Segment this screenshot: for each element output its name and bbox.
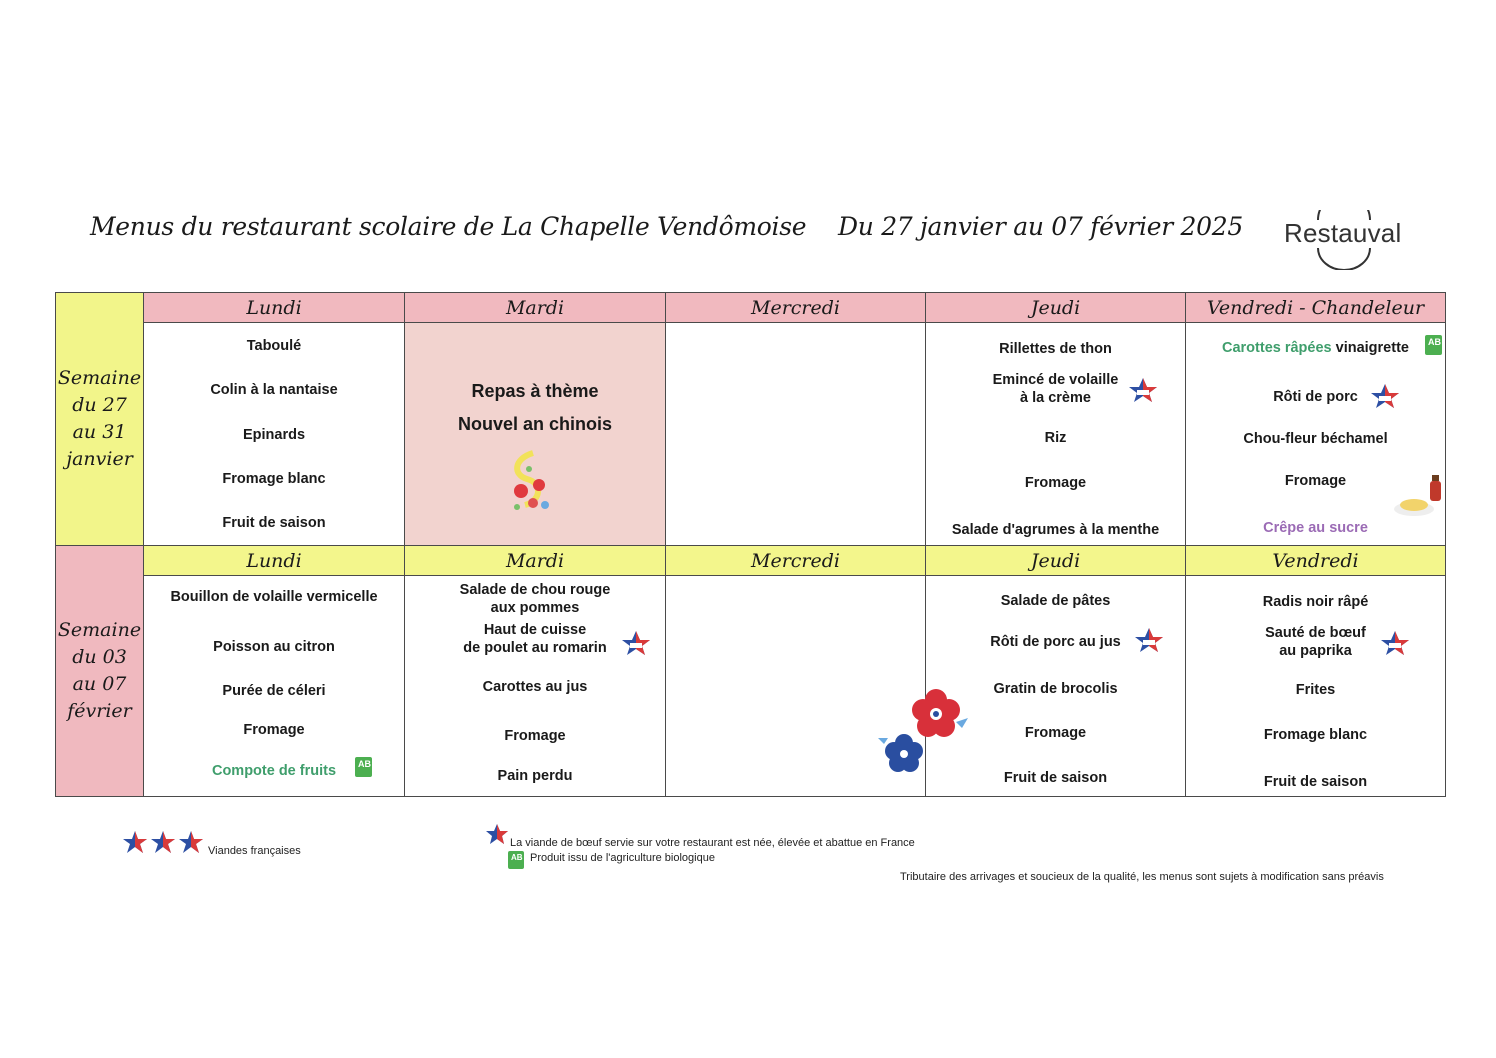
menu-item: Haut de cuisse (483, 622, 587, 638)
bio-badge-icon: AB (1425, 335, 1442, 355)
menu-item: Rôti de porc (1273, 389, 1358, 405)
french-meat-badge-icon (621, 630, 651, 656)
bio-badge-icon: AB (508, 851, 524, 869)
menu-item: Radis noir râpé (1262, 594, 1369, 610)
beef-origin-badge (485, 823, 509, 845)
menu-item: Fromage (1024, 475, 1087, 491)
menu-item: Colin à la nantaise (210, 382, 338, 398)
menu-item: Purée de céleri (222, 683, 326, 699)
menu-item: aux pommes (490, 600, 580, 616)
legend-french-meat: Viandes françaises (208, 845, 301, 857)
week1-day-lundi: Lundi (144, 293, 405, 323)
menu-table (55, 292, 1446, 797)
menu-item: Epinards (242, 427, 306, 443)
legend-beef: La viande de bœuf servie sur votre restaurant est née, élevée et abattue en France (510, 837, 915, 849)
week1-label-line: du 27 (72, 394, 127, 416)
menu-item (1186, 339, 1445, 357)
week2-label (56, 546, 144, 797)
menu-item: Gratin de brocolis (993, 681, 1118, 697)
page-title: Menus du restaurant scolaire de La Chapelle Vendômoise (90, 212, 807, 241)
menu-item: Fromage (504, 728, 566, 744)
menu-item: Rôti de porc au jus (990, 634, 1121, 650)
menu-item: Taboulé (246, 338, 302, 354)
week2-mercredi-menu (666, 576, 926, 797)
week1-vendredi-menu (1186, 323, 1446, 546)
french-meat-badge-icon (485, 823, 509, 845)
bio-badge-icon: AB (355, 757, 372, 777)
menu-item: Salade de chou rouge (459, 582, 611, 598)
week1-jeudi-menu (926, 323, 1186, 546)
crepe-illustration-icon (1392, 467, 1444, 519)
week1-mardi-theme (405, 323, 666, 546)
menu-item: Pain perdu (497, 768, 573, 784)
menu-item: Fruit de saison (222, 515, 326, 531)
french-meat-badge-icon (1370, 383, 1400, 409)
logo-text: Restauval (1284, 218, 1402, 248)
menu-item: Compote de fruits (211, 763, 337, 779)
week2-day-lundi: Lundi (144, 546, 405, 576)
french-meat-badges (122, 830, 206, 856)
menu-item: Fromage (243, 722, 305, 738)
week2-mardi-menu (405, 576, 666, 797)
week2-lundi-menu (144, 576, 405, 797)
week1-mercredi-menu (666, 323, 926, 546)
week2-vendredi-menu (1186, 576, 1446, 797)
menu-item: Fromage blanc (222, 471, 326, 487)
menu-item: Fromage (1024, 725, 1087, 741)
week1-label-line: au 31 (72, 421, 127, 443)
french-meat-badge-icon (1134, 627, 1164, 653)
french-meat-badge-icon (1380, 630, 1410, 656)
french-meat-badge-icon (122, 830, 206, 856)
french-meat-badge-icon (1128, 377, 1158, 403)
menu-item: Salade d'agrumes à la menthe (951, 522, 1160, 538)
menu-item: Crêpe au sucre (1263, 520, 1368, 536)
menu-item: Emincé de volaille (992, 372, 1119, 388)
week1-label (56, 293, 144, 546)
week2-label-line: au 07 (72, 673, 127, 695)
menu-item: Salade de pâtes (1000, 593, 1111, 609)
week1-label-line: Semaine (57, 367, 142, 389)
menu-item: Fruit de saison (1003, 770, 1108, 786)
bio-item-text: Carottes râpées (1222, 340, 1332, 356)
menu-item: Chou-fleur béchamel (1243, 431, 1388, 447)
flower-decoration-icon (503, 445, 559, 531)
menu-item: à la crème (1020, 390, 1091, 406)
menu-item: Fromage blanc (1263, 727, 1368, 743)
menu-item: Rillettes de thon (999, 341, 1112, 357)
week2-label-line: du 03 (72, 646, 127, 668)
menu-item: Carottes au jus (482, 679, 588, 695)
week2-label-line: février (67, 700, 132, 722)
week2-day-vendredi: Vendredi (1186, 546, 1446, 576)
week1-lundi-menu (144, 323, 405, 546)
legend-bio: Produit issu de l'agriculture biologique (530, 852, 715, 864)
week2-day-mercredi: Mercredi (666, 546, 926, 576)
menu-period: Du 27 janvier au 07 février 2025 (838, 212, 1243, 241)
week2-label-line: Semaine (57, 619, 142, 641)
menu-item: Poisson au citron (213, 639, 335, 655)
week1-day-vendredi: Vendredi - Chandeleur (1186, 293, 1446, 323)
item-suffix: vinaigrette (1335, 340, 1409, 356)
menu-item: de poulet au romarin (463, 640, 607, 656)
logo-swoosh-icon (1280, 210, 1420, 270)
menu-item: Fromage (1284, 473, 1347, 489)
menu-item: Fruit de saison (1263, 774, 1368, 790)
disclaimer: Tributaire des arrivages et soucieux de la qualité, les menus sont sujets à modification sans préavis (900, 871, 1384, 883)
week2-day-mardi: Mardi (405, 546, 666, 576)
menu-item: Frites (1295, 682, 1336, 698)
menu-item: au paprika (1279, 643, 1352, 659)
week2-day-jeudi: Jeudi (926, 546, 1186, 576)
theme-title: Repas à thème (471, 381, 599, 401)
restauval-logo (1280, 210, 1420, 270)
week1-day-jeudi: Jeudi (926, 293, 1186, 323)
week1-day-mardi: Mardi (405, 293, 666, 323)
menu-item: Bouillon de volaille vermicelle (170, 589, 378, 605)
week1-label-line: janvier (66, 448, 133, 470)
week2-jeudi-menu (926, 576, 1186, 797)
theme-subtitle: Nouvel an chinois (457, 414, 613, 434)
menu-item: Sauté de bœuf (1265, 625, 1366, 641)
menu-item: Riz (1044, 430, 1067, 446)
week1-day-mercredi: Mercredi (666, 293, 926, 323)
